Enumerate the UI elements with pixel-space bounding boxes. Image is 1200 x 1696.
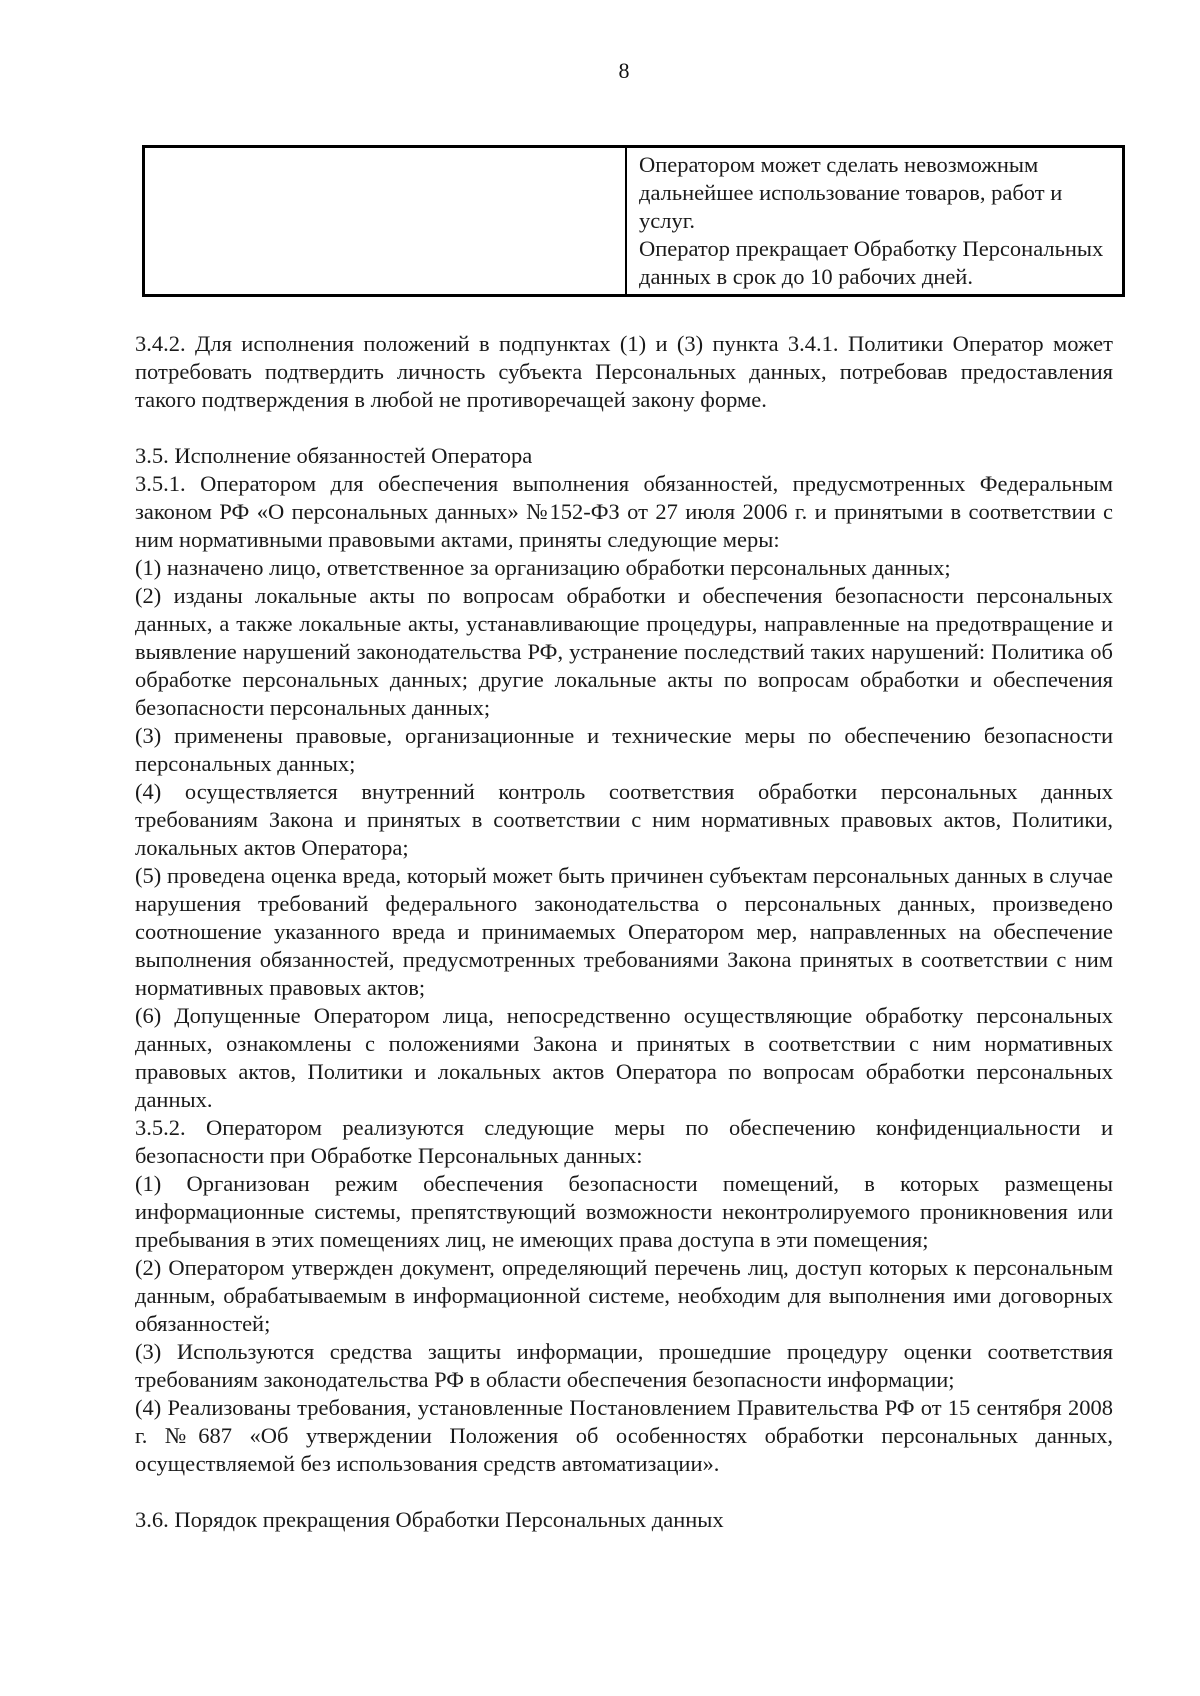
list-item-3-5-1-1: (1) назначено лицо, ответственное за организацию обработки персональных данных; [135,555,951,580]
list-item-3-5-1-5: (5) проведена оценка вреда, который может быть причинен субъектам персональных данных в случае нарушения требований федерального законодательства о персональных данных, произведено соотношение указанного вреда и принимаемых Оператором мер, направленных на обеспечение выполнения обязанностей, предусмотренных требованиями Закона принятых в соответствии с ним нормативных правовых актов; [135,863,1113,1000]
list-item-3-5-1-4: (4) осуществляется внутренний контроль соответствия обработки персональных данных требованиям Закона и принятых в соответствии с ним нормативных правовых актов, Политики, локальных актов Оператора; [135,779,1113,860]
table-cell-right [626,147,1124,296]
list-item-3-5-1-3: (3) применены правовые, организационные и технические меры по обеспечению безопасности персональных данных; [135,723,1113,776]
heading-3-6: 3.6. Порядок прекращения Обработки Персональных данных [135,1507,724,1532]
paragraph-3-4-2: 3.4.2. Для исполнения положений в подпунктах (1) и (3) пункта 3.4.1. Политики Оператор может потребовать подтвердить личность субъекта Персональных данных, потребовав предоставления такого подтверждения в любой не противоречащей закону форме. [135,331,1113,412]
table-row [144,147,1124,296]
table-cell-left-empty [144,147,627,296]
list-item-3-5-2-1: (1) Организован режим обеспечения безопасности помещений, в которых размещены информационные системы, препятствующий возможности неконтролируемого проникновения или пребывания в этих помещениях лиц, не имеющих права доступа в эти помещения; [135,1171,1113,1252]
policy-continuation-table [142,145,1125,297]
list-item-3-5-2-2: (2) Оператором утвержден документ, определяющий перечень лиц, доступ которых к персональным данным, обрабатываемым в информационной системе, необходим для выполнения ими договорных обязанностей; [135,1255,1113,1336]
table-cell-paragraph: Оператор прекращает Обработку Персональных данных в срок до 10 рабочих дней. [639,236,1104,289]
list-item-3-5-2-3: (3) Используются средства защиты информации, прошедшие процедуру оценки соответствия требованиям законодательства РФ в области обеспечения безопасности информации; [135,1339,1113,1392]
list-item-3-5-2-4: (4) Реализованы требования, установленные Постановлением Правительства РФ от 15 сентября 2008 г. №687 «Об утверждении Положения об особенностях обработки персональных данных, осуществляемой без использования средств автоматизации». [135,1395,1113,1476]
document-body [135,330,1113,1534]
list-item-3-5-1-6: (6) Допущенные Оператором лица, непосредственно осуществляющие обработку персональных данных, ознакомлены с положениями Закона и принятых в соответствии с ним нормативных правовых актов, Политики и локальных актов Оператора по вопросам обработки персональных данных. [135,1003,1113,1112]
heading-3-5: 3.5. Исполнение обязанностей Оператора [135,443,533,468]
paragraph-3-5-1: 3.5.1. Оператором для обеспечения выполнения обязанностей, предусмотренных Федеральным законом РФ «О персональных данных» №152-ФЗ от 27 июля 2006 г. и принятыми в соответствии с ним нормативными правовыми актами, приняты следующие меры: [135,471,1113,552]
paragraph-3-5-2: 3.5.2. Оператором реализуются следующие меры по обеспечению конфиденциальности и безопасности при Обработке Персональных данных: [135,1115,1113,1168]
page-number: 8 [618,58,630,83]
list-item-3-5-1-2: (2) изданы локальные акты по вопросам обработки и обеспечения безопасности персональных данных, а также локальные акты, устанавливающие процедуры, направленные на предотвращение и выявление нарушений законодательства РФ, устранение последствий таких нарушений: Политика об обработке персональных данных; другие локальные акты по вопросам обработки и обеспечения безопасности персональных данных; [135,583,1113,720]
table-cell-paragraph: Оператором может сделать невозможным дальнейшее использование товаров, работ и услуг. [639,152,1063,233]
